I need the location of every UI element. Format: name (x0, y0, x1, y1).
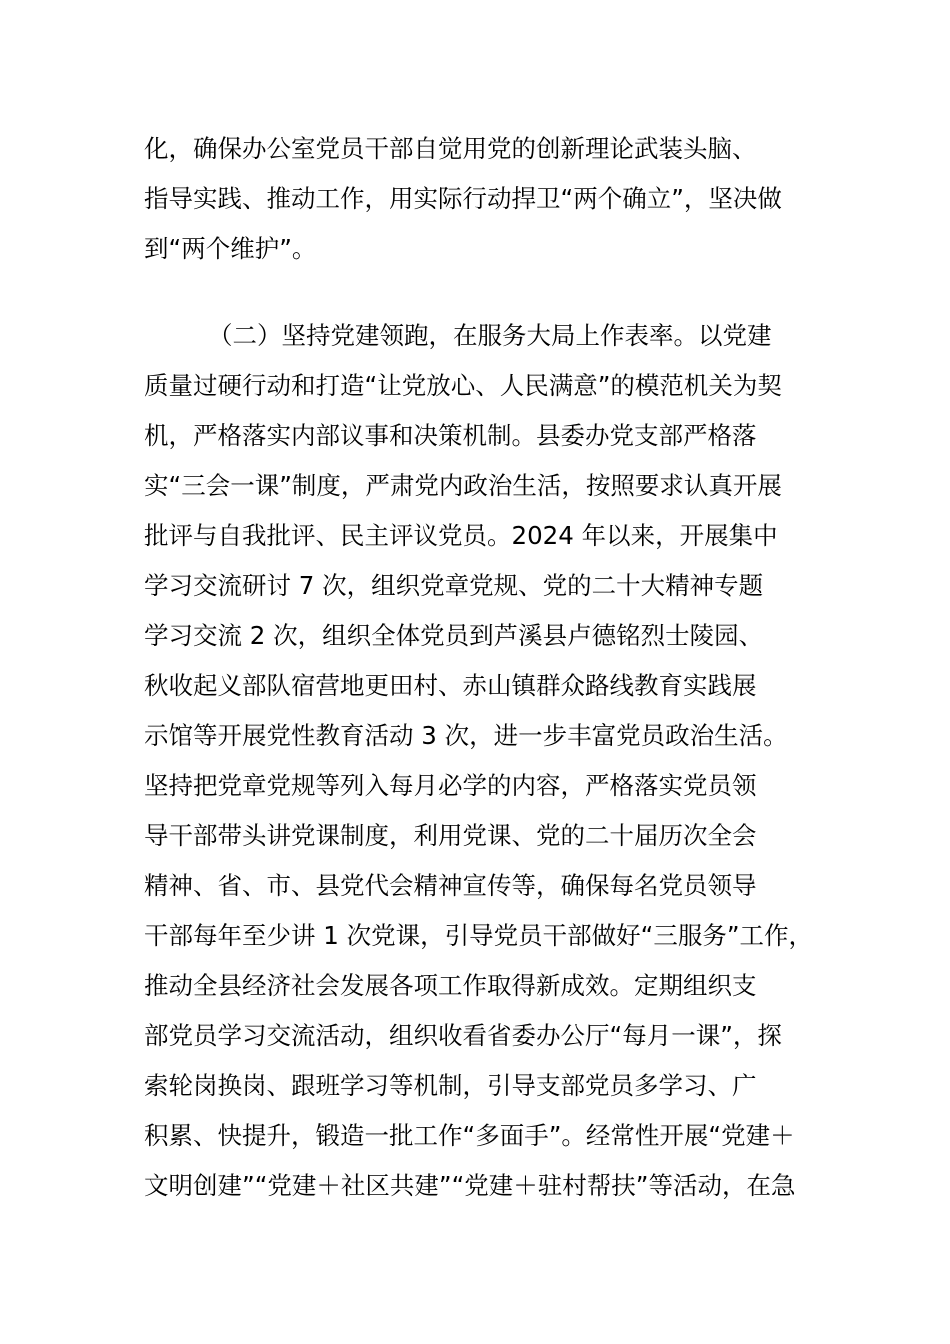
text-line: 机，严格落实内部议事和决策机制。县委办党支部严格落 (144, 421, 757, 450)
text-line: 导干部带头讲党课制度，利用党课、党的二十届历次全会 (144, 821, 757, 850)
text-line: 到“两个维护”。 (144, 234, 317, 263)
text-line: 文明创建”“党建＋社区共建”“党建＋驻村帮扶”等活动，在急 (144, 1171, 796, 1200)
text-line: 索轮岗换岗、跟班学习等机制，引导支部党员多学习、广 (144, 1071, 757, 1100)
text-line: 示馆等开展党性教育活动 3 次，进一步丰富党员政治生活。 (144, 721, 788, 750)
text-line: 秋收起义部队宿营地更田村、赤山镇群众路线教育实践展 (144, 671, 757, 700)
text-line: 部党员学习交流活动，组织收看省委办公厅“每月一课”，探 (144, 1021, 782, 1050)
text-line: 化，确保办公室党员干部自觉用党的创新理论武装头脑、 (144, 134, 757, 163)
text-line: 积累、快提升，锻造一批工作“多面手”。经常性开展“党建＋ (144, 1121, 795, 1150)
text-line: 干部每年至少讲 1 次党课，引导党员干部做好“三服务”工作， (144, 921, 814, 950)
paragraph-heading-line: （二）坚持党建领跑，在服务大局上作表率。以党建 (208, 321, 772, 350)
text-line: 质量过硬行动和打造“让党放心、人民满意”的模范机关为契 (144, 371, 782, 400)
text-line: 坚持把党章党规等列入每月必学的内容，严格落实党员领 (144, 771, 757, 800)
text-line: 学习交流 2 次，组织全体党员到芦溪县卢德铭烈士陵园、 (144, 621, 764, 650)
text-line: 实“三会一课”制度，严肃党内政治生活，按照要求认真开展 (144, 471, 782, 500)
text-line: 精神、省、市、县党代会精神宣传等，确保每名党员领导 (144, 871, 757, 900)
text-line: 推动全县经济社会发展各项工作取得新成效。定期组织支 (144, 971, 757, 1000)
text-line: 指导实践、推动工作，用实际行动捍卫“两个确立”，坚决做 (144, 184, 782, 213)
text-line: 学习交流研讨 7 次，组织党章党规、党的二十大精神专题 (144, 571, 764, 600)
text-line: 批评与自我批评、民主评议党员。2024 年以来，开展集中 (144, 521, 778, 550)
